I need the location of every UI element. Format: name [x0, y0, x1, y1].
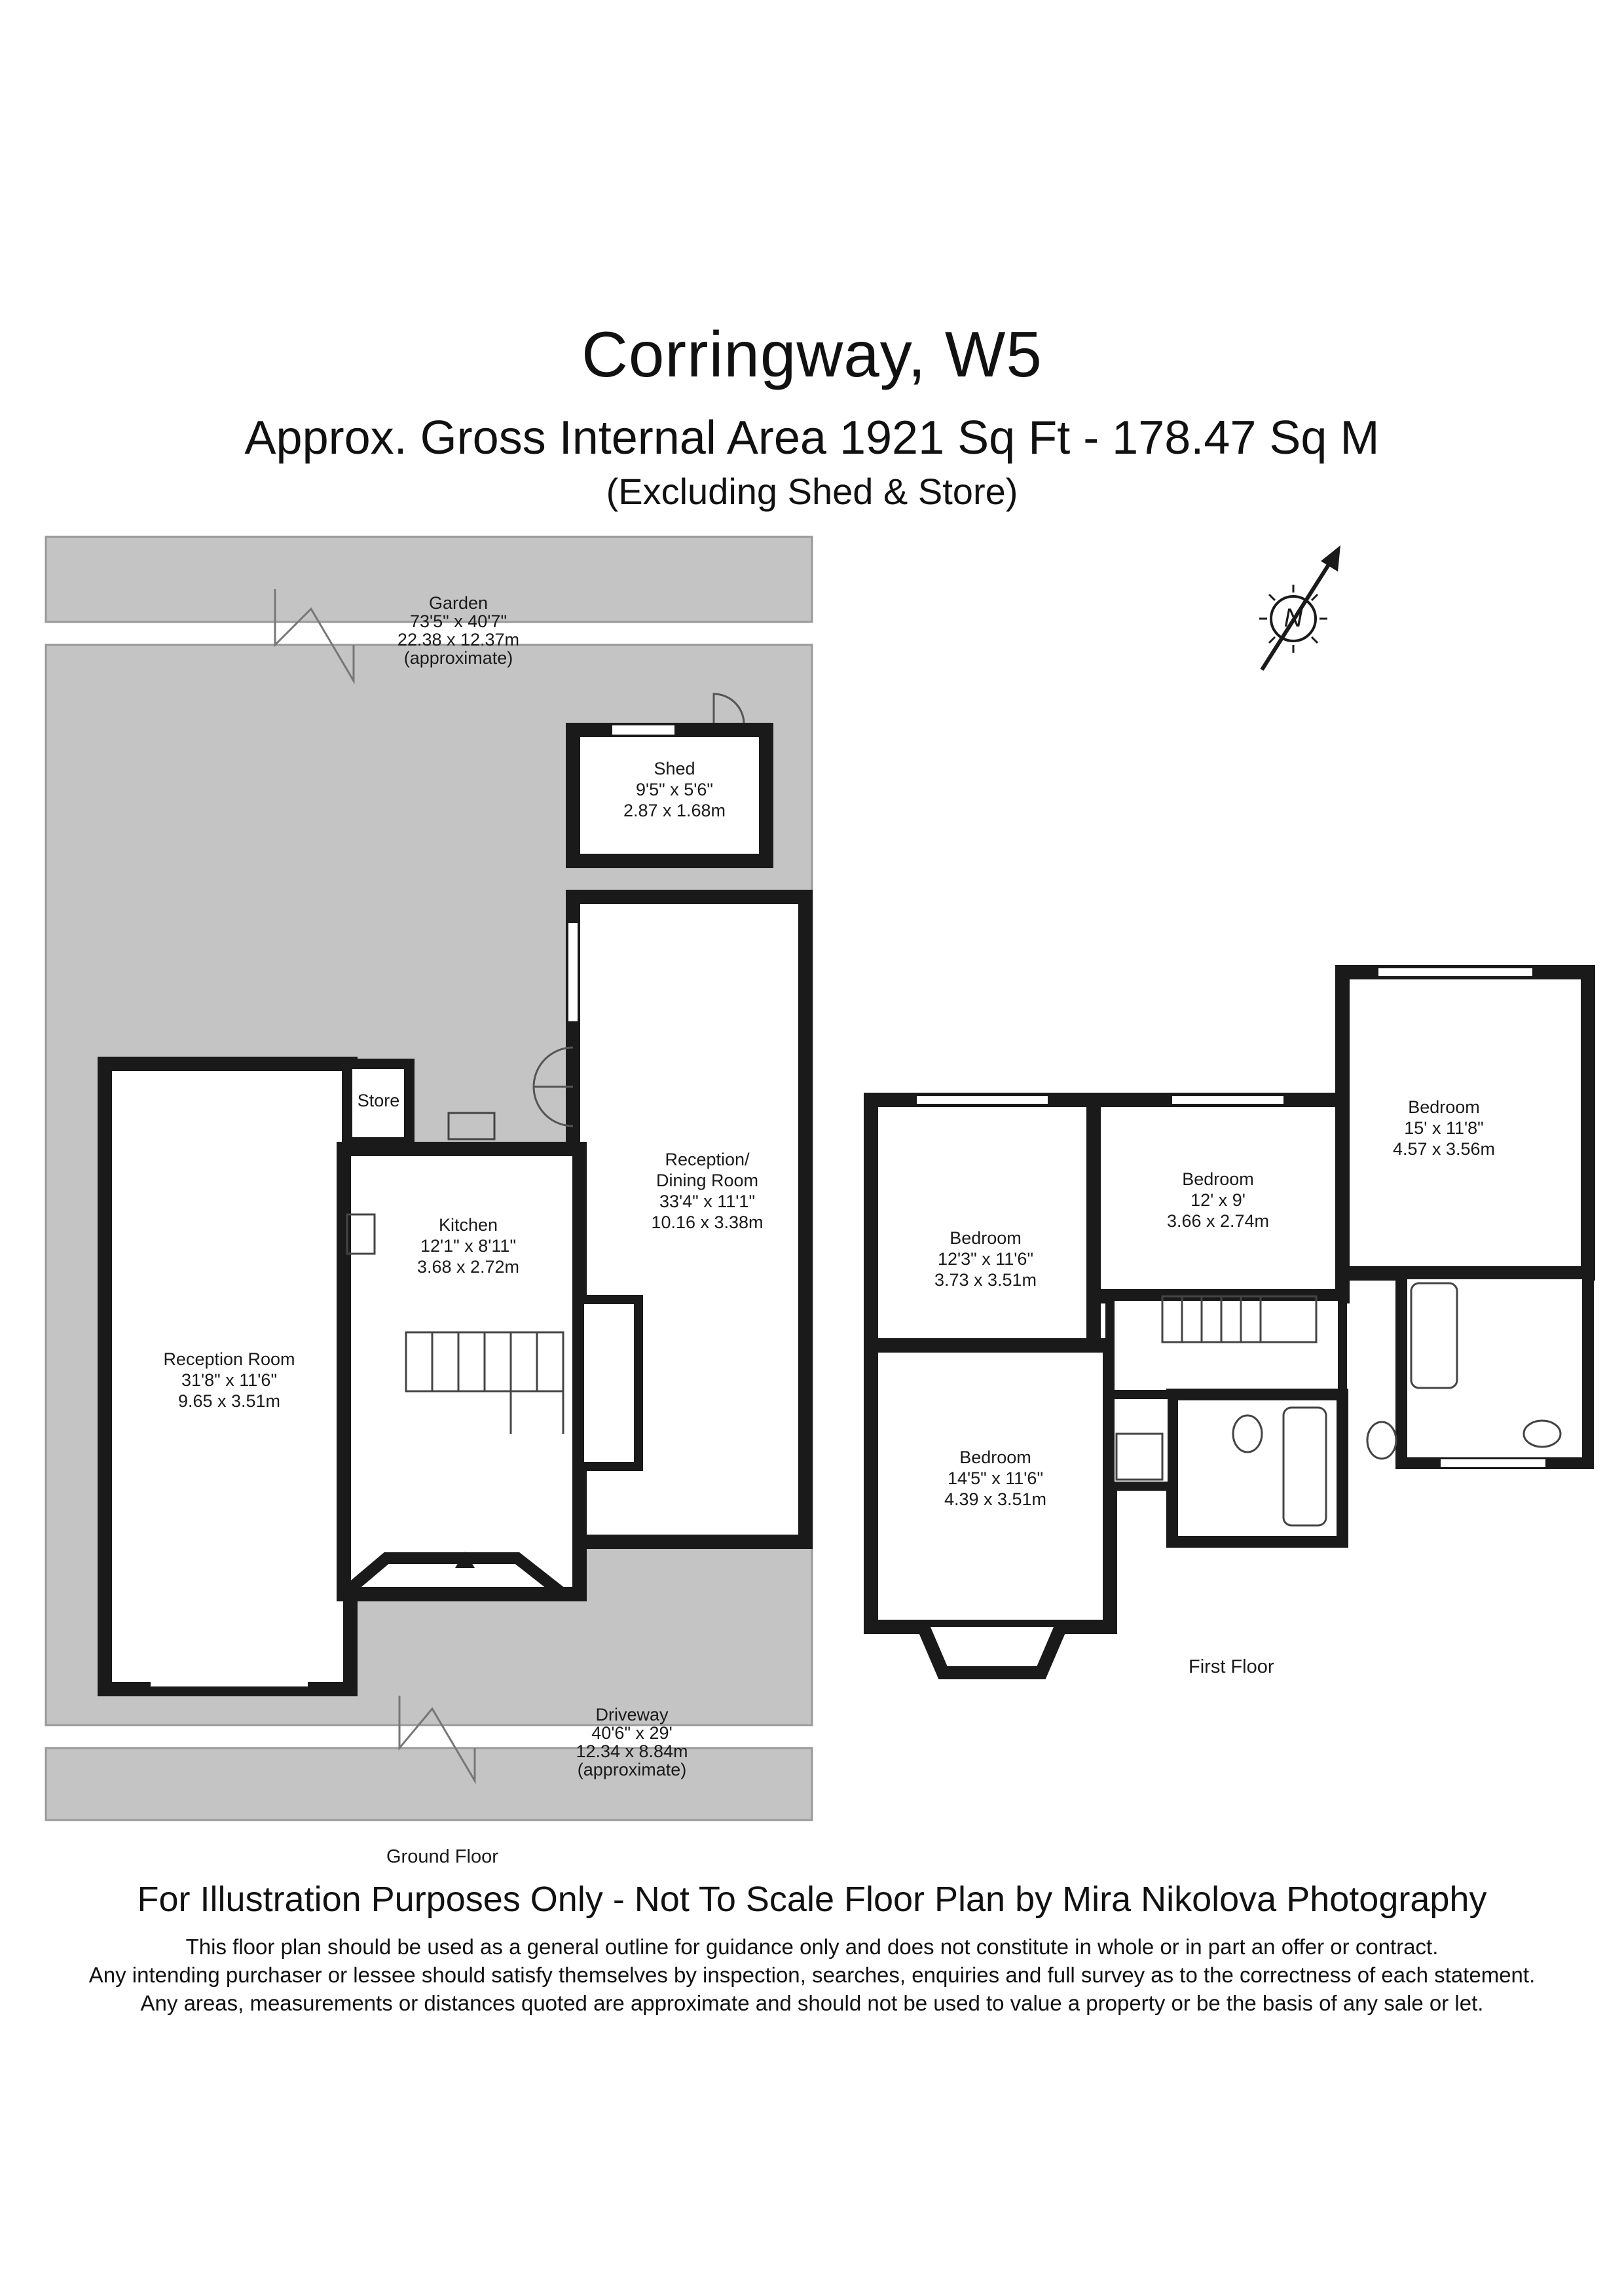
driveway-label: Driveway: [595, 1705, 669, 1724]
garden-label: Garden: [428, 593, 489, 613]
reception-room-metric: 9.65 x 3.51m: [177, 1391, 281, 1411]
store-label: Store: [357, 1091, 400, 1110]
garden-approx: (approximate): [403, 648, 513, 668]
bedroom-1-imperial: 12'3" x 11'6": [937, 1249, 1034, 1269]
disclaimer-line-3: Any areas, measurements or distances quoted are approximate and should not be used to value a property or be the basis of any sale or let.: [140, 1991, 1484, 2015]
landing-walls: [1110, 1296, 1342, 1394]
bedroom-2-metric: 3.66 x 2.74m: [1166, 1211, 1270, 1231]
reception-room-imperial: 31'8" x 11'6": [181, 1370, 278, 1390]
svg-text:N: N: [1283, 604, 1303, 632]
shed-metric: 2.87 x 1.68m: [623, 801, 726, 820]
bedroom-1-label: Bedroom: [950, 1228, 1022, 1248]
disclaimer-line-2: Any intending purchaser or lessee should satisfy themselves by inspection, searches, enquiries and full survey as to the correctness of each statement.: [88, 1963, 1536, 1987]
first-floor: [871, 972, 1588, 1677]
wc-walls: [580, 1300, 638, 1467]
dining-imperial: 33'4" x 11'1": [659, 1192, 756, 1211]
reception-room-label: Reception Room: [163, 1349, 295, 1369]
bedroom-4-bay-window: [923, 1627, 1061, 1673]
bedroom-3-label: Bedroom: [1408, 1097, 1480, 1117]
bedroom-4-imperial: 14'5" x 11'6": [947, 1468, 1044, 1488]
bathroom-walls: [1172, 1394, 1342, 1542]
driveway-bottom-strip: [46, 1748, 812, 1820]
driveway-approx: (approximate): [577, 1760, 687, 1779]
bedroom-2-imperial: 12' x 9': [1190, 1190, 1246, 1210]
bedroom-4-label: Bedroom: [959, 1448, 1031, 1467]
ground-floor: [46, 537, 812, 1867]
bedroom-1-walls: [871, 1100, 1094, 1345]
area-exclusion-note: (Excluding Shed & Store): [606, 471, 1018, 512]
dining-label-2: Dining Room: [655, 1171, 759, 1190]
property-title: Corringway, W5: [581, 318, 1043, 390]
dining-metric: 10.16 x 3.38m: [651, 1212, 764, 1232]
shed-imperial: 9'5" x 5'6": [635, 780, 714, 799]
kitchen-imperial: 12'1" x 8'11": [420, 1236, 517, 1256]
kitchen-label: Kitchen: [438, 1215, 498, 1235]
dining-label-1: Reception/: [665, 1150, 750, 1169]
bedroom-4-metric: 4.39 x 3.51m: [944, 1489, 1047, 1509]
driveway-metric: 12.34 x 8.84m: [576, 1741, 688, 1761]
garden-imperial: 73'5" x 40'7": [409, 611, 507, 631]
bedroom-1-metric: 3.73 x 3.51m: [934, 1270, 1037, 1290]
footer-credit: For Illustration Purposes Only - Not To Scale Floor Plan by Mira Nikolova Photography: [137, 1880, 1487, 1919]
garden-metric: 22.38 x 12.37m: [397, 630, 520, 649]
bedroom-2-label: Bedroom: [1182, 1169, 1254, 1189]
disclaimer-line-1: This floor plan should be used as a general outline for guidance only and does not constitute in whole or in part an offer or contract.: [185, 1935, 1439, 1959]
landing-toilet: [1367, 1422, 1396, 1459]
first-floor-label: First Floor: [1189, 1656, 1274, 1677]
shed-label: Shed: [654, 759, 695, 778]
kitchen-metric: 3.68 x 2.72m: [416, 1257, 520, 1277]
north-compass-icon: [1259, 545, 1340, 670]
bedroom-3-metric: 4.57 x 3.56m: [1392, 1139, 1496, 1159]
gross-internal-area: Approx. Gross Internal Area 1921 Sq Ft - 178.47 Sq M: [244, 412, 1380, 464]
bedroom-3-imperial: 15' x 11'8": [1404, 1118, 1484, 1138]
driveway-imperial: 40'6" x 29': [591, 1723, 673, 1743]
ground-floor-label: Ground Floor: [386, 1846, 498, 1867]
